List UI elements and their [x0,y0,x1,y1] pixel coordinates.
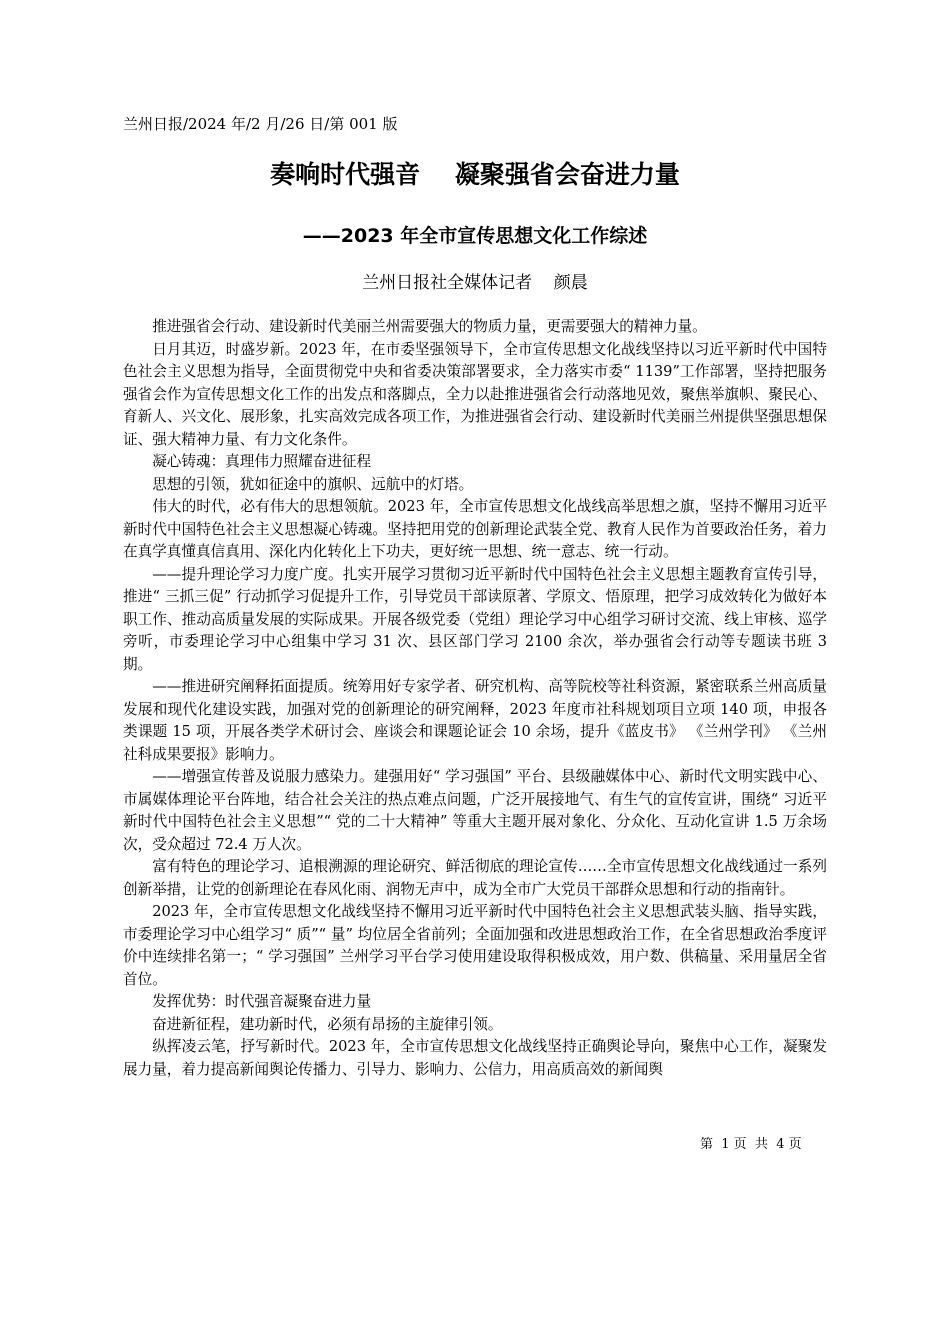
paragraph: 纵挥凌云笔，抒写新时代。2023 年，全市宣传思想文化战线坚持正确舆论导向，聚焦中心工作，凝聚发展力量，着力提高新闻舆论传播力、引导力、影响力、公信力，用高质高效的新闻舆 [123,1038,827,1078]
paragraph: ——提升理论学习力度广度。扎实开展学习贯彻习近平新时代中国特色社会主义思想主题教育宣传引导，推进“ 三抓三促” 行动抓学习促提升工作，引导党员干部读原著、学原文、悟原理，把学习成效转化为做好本职工作、推动高质量发展的实际成果。开展各级党委（党组）理论学习中心组学习研讨交流、线上审核、巡学旁听，市委理论学习中心组集中学习 31 次、县区部门学习 2100 余次，举办强省会行动等专题读书班 3 期。 [123,565,827,673]
paragraph: 富有特色的理论学习、追根溯源的理论研究、鲜活彻底的理论宣传……全市宣传思想文化战线通过一系列创新举措，让党的创新理论在春风化雨、润物无声中，成为全市广大党员干部群众思想和行动的指南针。 [123,858,827,898]
paragraph: 日月其迈，时盛岁新。2023 年，在市委坚强领导下，全市宣传思想文化战线坚持以习近平新时代中国特色社会主义思想为指导，全面贯彻党中央和省委决策部署要求，全力落实市委“ 1139”工作部署，坚持把服务强省会作为宣传思想文化工作的出发点和落脚点，全力以赴推进强省会行动落地见效，聚焦举旗帜、聚民心、育新人、兴文化、展形象，扎实高效完成各项工作，为推进强省会行动、建设新时代美丽兰州提供坚强思想保证、强大精神力量、有力文化条件。 [123,340,827,448]
section-heading: 凝心铸魂：真理伟力照耀奋进征程 [152,453,372,470]
article-body [123,316,827,1081]
article-title: 奏响时代强音 凝聚强省会奋进力量 [270,160,680,189]
paragraph: 奋进新征程，建功新时代，必须有昂扬的主旋律引领。 [152,1015,503,1033]
section-heading: 发挥优势：时代强音凝聚奋进力量 [152,993,372,1010]
paragraph: 推进强省会行动、建设新时代美丽兰州需要强大的物质力量，更需要强大的精神力量。 [152,318,707,335]
byline: 兰州日报社全媒体记者 颜晨 [362,273,588,293]
source-line: 兰州日报/2024 年/2 月/26 日/第 001 版 [123,115,398,133]
page-footer: 第 1 页 共 4 页 [700,1137,802,1152]
paragraph: ——推进研究阐释拓面提质。统筹用好专家学者、研究机构、高等院校等社科资源，紧密联系兰州高质量发展和现代化建设实践，加强对党的创新理论的研究阐释，2023 年度市社科规划项目立项 140 项，申报各类课题 15 项，开展各类学术研讨会、座谈会和课题论证会 10 余场，提升《蓝皮书》 《兰州学刊》 《兰州社科成果要报》影响力。 [123,678,827,763]
paragraph: 伟大的时代，必有伟大的思想领航。2023 年，全市宣传思想文化战线高举思想之旗，坚持不懈用习近平新时代中国特色社会主义思想凝心铸魂。坚持把用党的创新理论武装全党、教育人民作为首要政治任务，着力在真学真懂真信真用、深化内化转化上下功夫，更好统一思想、统一意志、统一行动。 [123,498,827,560]
article-subtitle: ——2023 年全市宣传思想文化工作综述 [302,225,648,247]
paragraph: ——增强宣传普及说服力感染力。建强用好“ 学习强国” 平台、县级融媒体中心、新时代文明实践中心、市属媒体理论平台阵地，结合社会关注的热点难点问题，广泛开展接地气、有生气的宣传宣讲，围绕“ 习近平新时代中国特色社会主义思想”“ 党的二十大精神” 等重大主题开展对象化、分众化、互动化宣讲 1.5 万余场次，受众超过 72.4 万人次。 [123,768,827,853]
paragraph: 2023 年，全市宣传思想文化战线坚持不懈用习近平新时代中国特色社会主义思想武装头脑、指导实践，市委理论学习中心组学习“ 质”“ 量” 均位居全省前列；全面加强和改进思想政治工作，在全省思想政治季度评价中连续排名第一；“ 学习强国” 兰州学习平台学习使用建设取得积极成效，用户数、供稿量、采用量居全省首位。 [123,903,827,988]
paragraph: 思想的引领，犹如征途中的旗帜、远航中的灯塔。 [152,475,474,493]
